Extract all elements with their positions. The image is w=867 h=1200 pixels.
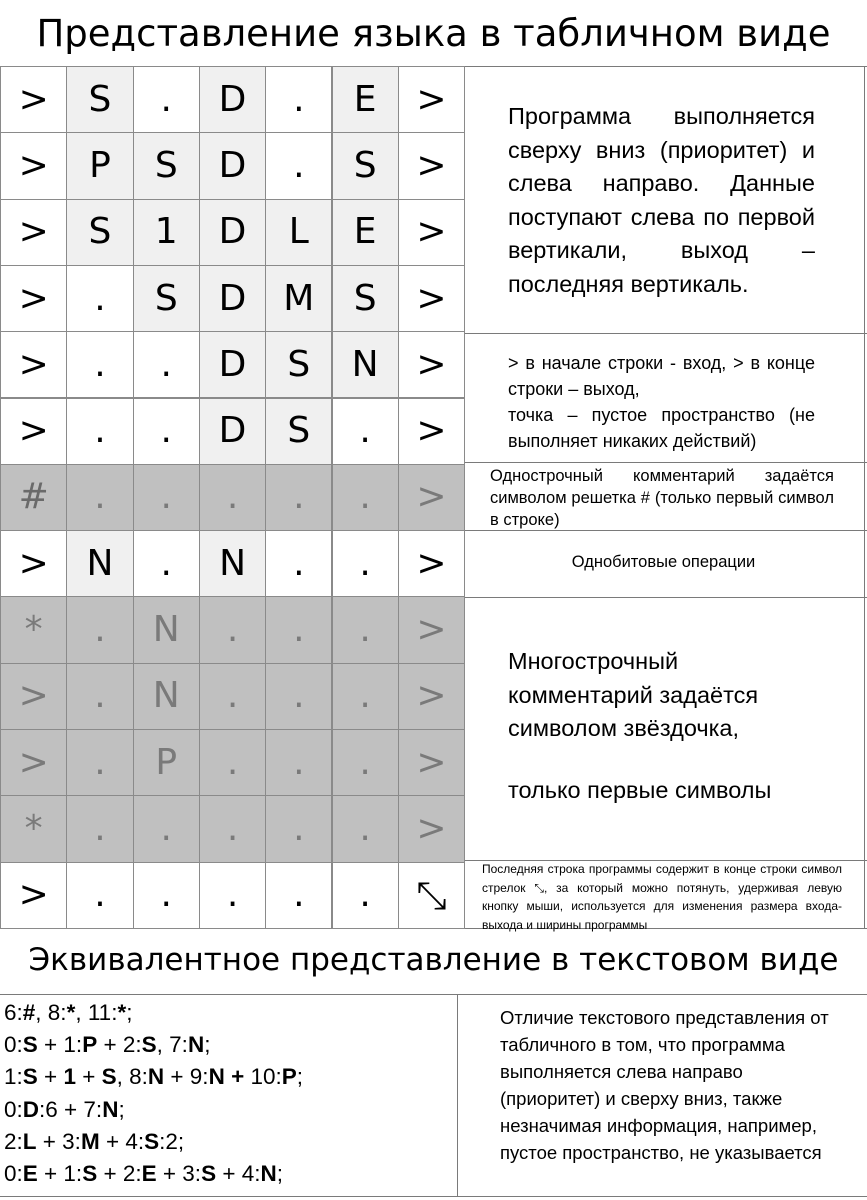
code-token: + 9: (164, 1064, 209, 1090)
divider (0, 1196, 867, 1197)
grid-cell[interactable]: . (133, 464, 200, 531)
divider (457, 994, 458, 1196)
code-token: N (187, 1032, 205, 1058)
grid-cell[interactable]: D (199, 199, 266, 266)
note-text: Многострочный комментарий задаётся символом звёздочка, (508, 648, 759, 741)
grid-cell[interactable]: > (0, 66, 67, 133)
grid-cell[interactable]: > (398, 132, 465, 199)
grid-cell[interactable]: S (133, 265, 200, 332)
code-token: 1 (63, 1064, 76, 1090)
grid-cell[interactable]: . (332, 530, 399, 597)
code-token: + 3: (156, 1161, 202, 1187)
grid-cell[interactable]: . (66, 795, 133, 862)
grid-cell[interactable]: . (66, 663, 133, 730)
code-token: + 2: (97, 1032, 142, 1058)
code-token: N (260, 1161, 277, 1187)
code-token: + 1: (37, 1161, 83, 1187)
grid-cell[interactable]: > (0, 729, 67, 796)
grid-cell[interactable]: . (66, 331, 133, 398)
grid-cell[interactable]: . (66, 464, 133, 531)
code-token: L (22, 1128, 37, 1154)
code-token: M (80, 1128, 100, 1154)
code-token: , 7: (156, 1032, 188, 1058)
code-token: S (101, 1064, 117, 1090)
code-token: , 11: (75, 1000, 118, 1025)
grid-cell[interactable]: D (199, 331, 266, 398)
grid-cell[interactable]: . (265, 596, 332, 663)
text-title: Эквивалентное представление в текстовом виде (28, 942, 839, 978)
grid-cell[interactable]: D (199, 66, 266, 133)
note-text: Однострочный комментарий задаётся символом решетка # (только первый символ в строке) (490, 467, 834, 529)
divider (457, 462, 867, 463)
grid-cell[interactable]: . (133, 398, 200, 465)
grid-cell[interactable]: . (332, 795, 399, 862)
program-grid[interactable] (0, 66, 457, 928)
code-token: :6 + 7: (39, 1096, 103, 1122)
grid-cell[interactable]: N (199, 530, 266, 597)
code-line (4, 1061, 303, 1093)
code-token: ; (204, 1032, 211, 1058)
grid-cell[interactable]: * (0, 596, 67, 663)
grid-cell[interactable]: . (265, 530, 332, 597)
code-block (4, 997, 303, 1190)
code-token: S (82, 1161, 98, 1187)
grid-cell[interactable]: > (0, 265, 67, 332)
note-last-row (460, 860, 867, 934)
table-title: Представление языка в табличном виде (36, 12, 831, 55)
code-token: ; (118, 1096, 125, 1122)
grid-cell[interactable]: . (332, 663, 399, 730)
grid-cell[interactable]: . (332, 596, 399, 663)
note-text: > в начале строки - вход, > в конце строки – выход, (508, 353, 815, 399)
grid-cell[interactable]: . (199, 464, 266, 531)
grid-cell[interactable]: > (398, 729, 465, 796)
grid-cell[interactable]: > (0, 132, 67, 199)
grid-cell[interactable]: . (133, 795, 200, 862)
grid-cell[interactable]: N (332, 331, 399, 398)
code-token: + (75, 1064, 102, 1090)
divider (457, 333, 867, 334)
code-line (4, 1094, 303, 1126)
code-token: * (66, 1000, 76, 1025)
grid-cell[interactable]: . (133, 66, 200, 133)
code-token: D (22, 1096, 40, 1122)
grid-cell[interactable]: S (133, 132, 200, 199)
code-token: + 1: (37, 1032, 83, 1058)
code-token: P (82, 1032, 98, 1058)
grid-cell[interactable]: > (398, 66, 465, 133)
grid-cell[interactable]: E (332, 66, 399, 133)
grid-cell[interactable]: > (398, 331, 465, 398)
grid-cell[interactable]: . (66, 596, 133, 663)
grid-cell[interactable]: > (398, 530, 465, 597)
code-token: S (144, 1128, 160, 1154)
grid-cell[interactable]: N (66, 530, 133, 597)
grid-cell[interactable]: > (398, 464, 465, 531)
note-one-bit: Однобитовые операции (571, 553, 756, 571)
resize-arrows-icon[interactable]: ⤡ (398, 862, 465, 929)
code-token: S (22, 1064, 38, 1090)
code-token: + (37, 1064, 64, 1090)
code-token: ; (296, 1064, 304, 1090)
grid-cell[interactable]: . (265, 464, 332, 531)
grid-cell[interactable]: E (332, 199, 399, 266)
note-difference: Отличие текстового представления от табличного в том, что программа выполняется слева направо (приоритет) и сверху вниз, также незначимая информация, например, пустое пространство, не указывается (500, 1007, 829, 1163)
grid-cell[interactable]: > (398, 265, 465, 332)
note-multi-comment (460, 645, 867, 807)
grid-cell[interactable]: # (0, 464, 67, 531)
code-token: ; (126, 1000, 133, 1025)
grid-cell[interactable]: . (265, 66, 332, 133)
divider (457, 597, 867, 598)
grid-cell[interactable]: D (199, 265, 266, 332)
code-line (4, 997, 303, 1029)
grid-cell[interactable]: . (199, 729, 266, 796)
grid-cell[interactable]: . (332, 398, 399, 465)
code-token: + 4: (99, 1128, 145, 1154)
grid-cell[interactable]: . (66, 862, 133, 929)
code-token: + (224, 1064, 251, 1090)
grid-cell[interactable]: . (265, 795, 332, 862)
grid-cell[interactable]: . (265, 663, 332, 730)
grid-cell[interactable]: > (398, 596, 465, 663)
grid-cell[interactable]: S (265, 331, 332, 398)
grid-cell[interactable]: . (133, 530, 200, 597)
code-token: 0: (4, 1032, 23, 1058)
code-token: N (102, 1096, 119, 1122)
divider (0, 994, 867, 995)
code-token: , 8: (116, 1064, 148, 1090)
code-line (4, 1029, 303, 1061)
grid-cell[interactable]: > (0, 862, 67, 929)
code-token: 0: (4, 1096, 23, 1122)
code-token: 0: (4, 1161, 23, 1187)
grid-cell[interactable]: . (332, 862, 399, 929)
grid-cell[interactable]: > (398, 663, 465, 730)
grid-cell[interactable]: 1 (133, 199, 200, 266)
code-token: + 2: (97, 1161, 142, 1187)
grid-cell[interactable]: P (66, 132, 133, 199)
code-token: S (22, 1032, 38, 1058)
code-token: 2: (4, 1128, 23, 1154)
code-token: + 4: (216, 1161, 261, 1187)
grid-cell[interactable]: > (0, 398, 67, 465)
grid-cell[interactable]: D (199, 398, 266, 465)
grid-cell[interactable]: > (0, 663, 67, 730)
code-token: P (281, 1064, 297, 1090)
note-text: точка – пустое пространство (не выполняет никаких действий) (508, 405, 815, 451)
grid-cell[interactable]: . (265, 729, 332, 796)
grid-cell[interactable]: . (133, 331, 200, 398)
grid-cell[interactable]: N (133, 663, 200, 730)
code-token: 6: (4, 1000, 23, 1025)
grid-cell[interactable]: > (398, 398, 465, 465)
grid-cell[interactable]: . (133, 862, 200, 929)
grid-cell[interactable]: M (265, 265, 332, 332)
code-line (4, 1158, 303, 1190)
grid-cell[interactable]: . (199, 795, 266, 862)
grid-cell[interactable]: . (332, 729, 399, 796)
grid-cell[interactable]: . (265, 132, 332, 199)
grid-cell[interactable]: > (0, 199, 67, 266)
grid-cell[interactable]: L (265, 199, 332, 266)
grid-cell[interactable]: . (332, 464, 399, 531)
grid-cell[interactable]: P (133, 729, 200, 796)
code-token: * (117, 1000, 127, 1025)
code-token: S (201, 1161, 217, 1187)
grid-cell[interactable]: . (199, 862, 266, 929)
note-execution-order (460, 100, 867, 301)
grid-cell[interactable]: . (66, 398, 133, 465)
note-text: только первые символы (508, 776, 772, 803)
note-single-comment (460, 465, 867, 531)
grid-cell[interactable]: > (398, 795, 465, 862)
grid-cell[interactable]: S (66, 199, 133, 266)
grid-cell[interactable]: > (0, 331, 67, 398)
grid-cell[interactable]: . (265, 862, 332, 929)
code-token: N (147, 1064, 165, 1090)
grid-cell[interactable]: S (265, 398, 332, 465)
grid-cell[interactable]: S (332, 265, 399, 332)
grid-cell[interactable]: . (199, 596, 266, 663)
grid-cell[interactable]: * (0, 795, 67, 862)
grid-cell[interactable]: . (199, 663, 266, 730)
grid-cell[interactable]: . (66, 729, 133, 796)
code-token: S (141, 1032, 157, 1058)
code-token: E (141, 1161, 157, 1187)
code-token: 1: (4, 1064, 23, 1090)
code-token: + 3: (36, 1128, 81, 1154)
code-token: :2; (159, 1128, 185, 1154)
code-token: E (22, 1161, 38, 1187)
code-token: N (208, 1064, 225, 1090)
note-text: Программа выполняется сверху вниз (приоритет) и слева направо. Данные поступают слева по первой вертикали, выход – последняя вертикаль. (508, 103, 815, 297)
grid-cell[interactable]: S (66, 66, 133, 133)
code-line (4, 1126, 303, 1158)
note-legend (460, 350, 867, 454)
code-token: # (22, 1000, 36, 1025)
code-token: ; (276, 1161, 284, 1187)
note-text: Последняя строка программы содержит в конце строки символ стрелок ⤡, за который можно потянуть, удерживая левую кнопку мыши, используется для изменения размера входа-выхода и ширины программы (482, 862, 842, 932)
code-token: 10: (250, 1064, 282, 1090)
grid-cell[interactable]: D (199, 132, 266, 199)
grid-cell[interactable]: > (398, 199, 465, 266)
grid-cell[interactable]: > (0, 530, 67, 597)
code-token: , 8: (35, 1000, 67, 1025)
grid-cell[interactable]: N (133, 596, 200, 663)
grid-cell[interactable]: S (332, 132, 399, 199)
grid-cell[interactable]: . (66, 265, 133, 332)
